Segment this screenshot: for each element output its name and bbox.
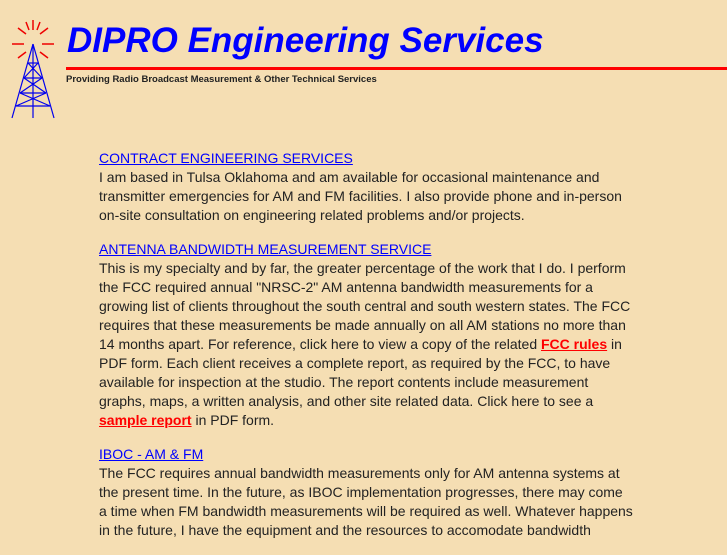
iboc-link[interactable]: IBOC - AM & FM — [99, 446, 204, 462]
section-text: This is my specialty and by far, the greater percentage of the work that I do. I perform the FCC required annual "NRSC-2" AM antenna bandwidth measurements for a growing list of clients throughout the south central and south western states. The FCC requires that these measurements be made annually on all AM stations no more than 14 months apart. For reference, click here to view a copy of the related — [99, 260, 631, 352]
contract-engineering-link[interactable]: CONTRACT ENGINEERING SERVICES — [99, 150, 353, 166]
section-contract-engineering — [99, 149, 634, 225]
section-iboc — [99, 445, 634, 540]
section-text: in PDF form. Each client receives a complete report, as required by the FCC, to have available for inspection at the studio. The report contents include measurement graphs, maps, a written analysis, and other site related data. Click here to see a — [99, 336, 622, 409]
section-bandwidth-measurement — [99, 240, 634, 430]
fcc-rules-link[interactable]: FCC rules — [541, 336, 608, 352]
tagline: Providing Radio Broadcast Measurement & Other Technical Services — [66, 74, 377, 85]
bandwidth-measurement-link[interactable]: ANTENNA BANDWIDTH MEASUREMENT SERVICE — [99, 241, 432, 257]
main-content — [99, 149, 634, 555]
sample-report-link[interactable]: sample report — [99, 412, 192, 428]
section-text: I am based in Tulsa Oklahoma and am available for occasional maintenance and transmitter emergencies for AM and FM facilities. I also provide phone and in-person on-site consultation on engineering related problems and/or projects. — [99, 169, 622, 223]
header-divider — [66, 67, 727, 70]
section-text: in PDF form. — [191, 412, 275, 428]
section-text: The FCC requires annual bandwidth measurements only for AM antenna systems at the present time. In the future, as IBOC implementation progresses, there may come a time when FM bandwidth measurements will be required as well. Whatever happens in the future, I have the equipment and the resources to accomodate bandwidth — [99, 465, 633, 538]
site-title: DIPRO Engineering Services — [67, 21, 544, 60]
radio-tower-logo-icon — [8, 18, 58, 120]
